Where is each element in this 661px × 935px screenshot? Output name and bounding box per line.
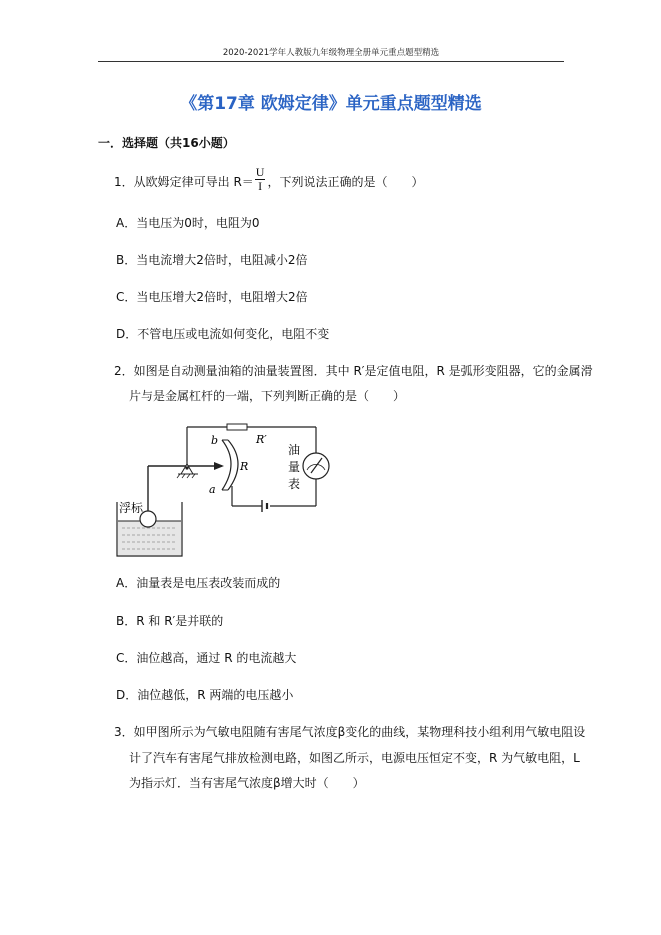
pivot-hatch-1 bbox=[177, 474, 180, 478]
meter-label-1: 油 bbox=[288, 443, 301, 457]
question-2-stem-line-2: 片与是金属杠杆的一端，下列判断正确的是（ ） bbox=[129, 389, 406, 403]
float-label: 浮标 bbox=[119, 501, 144, 515]
meter-label-3: 表 bbox=[288, 477, 301, 491]
question-1-option-c[interactable]: C．当电压增大2倍时，电阻增大2倍 bbox=[116, 290, 308, 304]
question-1-stem bbox=[114, 165, 424, 193]
question-3-stem-line-3: 为指示灯．当有害尾气浓度β增大时（ ） bbox=[129, 776, 365, 790]
question-2-option-a[interactable]: A．油量表是电压表改装而成的 bbox=[116, 576, 281, 590]
question-1-option-a[interactable]: A．当电压为0时，电阻为0 bbox=[116, 216, 260, 230]
section-heading: 一．选择题（共16小题） bbox=[98, 136, 235, 150]
pivot-hatch-3 bbox=[187, 474, 190, 478]
question-2-option-c[interactable]: C．油位越高，通过 R 的电流越大 bbox=[116, 651, 297, 665]
question-3-stem-line-1: 3．如甲图所示为气敏电阻随有害尾气浓度β变化的曲线，某物理科技小组利用气敏电阻设 bbox=[114, 725, 586, 739]
pivot-hatch-2 bbox=[182, 474, 185, 478]
label-b: b bbox=[211, 434, 219, 447]
question-3-stem-line-2: 计了汽车有害尾气排放检测电路，如图乙所示，电源电压恒定不变，R 为气敏电阻，L bbox=[129, 751, 580, 765]
label-r-prime: R′ bbox=[256, 433, 267, 446]
page-header: 2020-2021学年人教版九年级物理全册单元重点题型精选 bbox=[222, 48, 440, 58]
pivot-hatch-4 bbox=[192, 474, 195, 478]
slider-contact bbox=[214, 462, 224, 470]
fraction-numerator: U bbox=[255, 165, 265, 179]
label-a: a bbox=[209, 483, 216, 496]
question-2-stem-line-1: 2．如图是自动测量油箱的油量装置图．其中 R′是定值电阻，R 是弧形变阻器，它的金属滑 bbox=[114, 364, 593, 378]
header-divider bbox=[98, 61, 564, 62]
question-2-option-d[interactable]: D．油位越低，R 两端的电压越小 bbox=[116, 688, 294, 702]
fraction-denominator: I bbox=[258, 179, 263, 193]
fraction-u-over-i bbox=[255, 166, 266, 193]
fixed-resistor-r-prime bbox=[227, 424, 247, 430]
arc-rheostat-inner bbox=[222, 440, 231, 490]
oil-gauge-circuit-figure bbox=[110, 418, 340, 560]
question-1-tail: ，下列说法正确的是（ ） bbox=[267, 175, 424, 189]
label-r: R bbox=[240, 460, 249, 473]
question-1-lead: 1．从欧姆定律可导出 R＝ bbox=[114, 175, 254, 189]
pivot-pin bbox=[185, 466, 188, 469]
question-1-option-b[interactable]: B．当电流增大2倍时，电阻减小2倍 bbox=[116, 253, 308, 267]
question-2-option-b[interactable]: B．R 和 R′是并联的 bbox=[116, 614, 224, 628]
arc-rheostat-outer bbox=[228, 440, 238, 490]
question-1-option-d[interactable]: D．不管电压或电流如何变化，电阻不变 bbox=[116, 327, 330, 341]
document-title: 《第17章 欧姆定律》单元重点题型精选 bbox=[180, 94, 482, 114]
meter-label-2: 量 bbox=[288, 460, 301, 474]
